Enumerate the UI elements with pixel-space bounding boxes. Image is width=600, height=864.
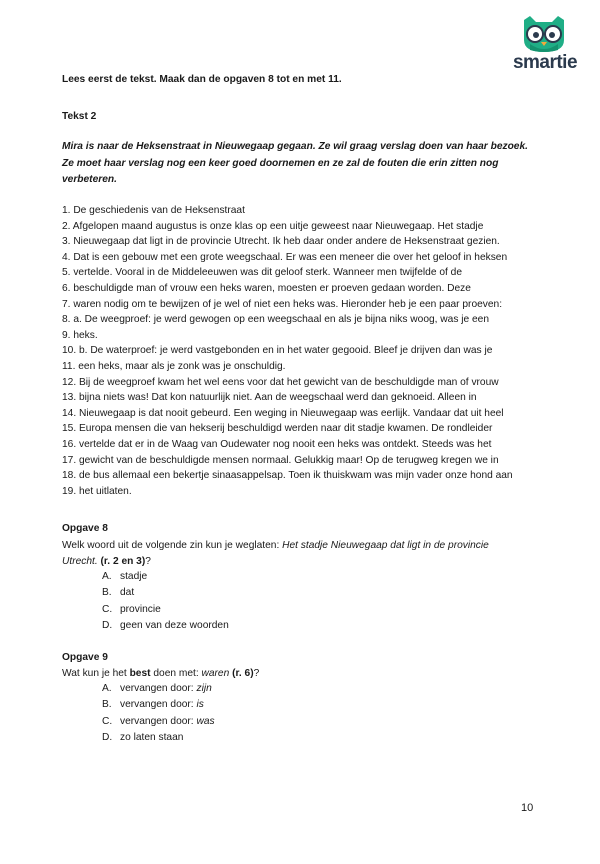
intro-line: verbeteren. bbox=[62, 174, 117, 185]
option-d[interactable] bbox=[102, 730, 215, 746]
owl-with-glasses-icon bbox=[516, 14, 572, 54]
prompt-text: Welk woord uit de volgende zin kun je weglaten: bbox=[62, 540, 283, 551]
option-text: provincie bbox=[120, 603, 161, 615]
option-text: vervangen door: bbox=[120, 715, 197, 727]
option-c[interactable] bbox=[102, 714, 215, 730]
option-word: was bbox=[196, 715, 215, 727]
option-text: dat bbox=[120, 587, 135, 599]
text-line: 9. heks. bbox=[62, 329, 98, 341]
option-a[interactable] bbox=[102, 569, 229, 585]
text-line: 3. Nieuwegaap dat ligt in de provincie Utrecht. Ik heb daar onder andere de Heksenstraat gezien. bbox=[62, 236, 500, 248]
text-line: 1. De geschiedenis van de Heksenstraat bbox=[62, 205, 245, 216]
option-text: geen van deze woorden bbox=[120, 620, 229, 632]
intro-paragraph bbox=[62, 139, 542, 189]
option-letter: C. bbox=[102, 715, 113, 727]
prompt-end: ? bbox=[145, 556, 151, 568]
text-line: 4. Dat is een gebouw met een grote weegschaal. Er was een meneer die over het geloof in heksen bbox=[62, 251, 508, 263]
text-line: 5. vertelde. Vooral in de Middeleeuwen was dit geloof sterk. Wanneer men twijfelde of de bbox=[62, 267, 462, 279]
option-letter: D. bbox=[102, 732, 113, 744]
intro-line: Mira is naar de Heksenstraat in Nieuwegaap gegaan. Ze wil graag verslag doen van haar bezoek. bbox=[62, 141, 528, 152]
prompt-bold: best bbox=[129, 668, 151, 679]
question-8-title: Opgave 8 bbox=[62, 523, 108, 534]
prompt-end: ? bbox=[253, 668, 260, 679]
text-title: Tekst 2 bbox=[62, 111, 97, 122]
option-word: is bbox=[196, 699, 204, 711]
option-c[interactable] bbox=[102, 602, 229, 618]
text-line: 10. b. De waterproef: je werd vastgebonden en in het water gegooid. Bleef je drijven dan was je bbox=[62, 345, 493, 357]
question-8-prompt bbox=[62, 538, 542, 570]
text-line: 18. de bus allemaal een bekertje sinaasappelsap. Toen ik thuiskwam was mijn vader onze hond aan bbox=[62, 470, 513, 482]
option-letter: A. bbox=[102, 571, 112, 582]
line-reference: (r. 6) bbox=[232, 668, 254, 679]
text-line: 15. Europa mensen die van hekserij beschuldigd werden naar dit stadje kwamen. De rondleider bbox=[62, 423, 493, 435]
option-letter: C. bbox=[102, 603, 113, 615]
option-d[interactable] bbox=[102, 618, 229, 634]
text-line: 19. het uitlaten. bbox=[62, 485, 132, 497]
prompt-quote: Het stadje Nieuwegaap dat ligt in de provincie bbox=[282, 540, 489, 551]
prompt-quote: Utrecht. bbox=[62, 556, 98, 568]
smartie-logo bbox=[508, 14, 580, 86]
option-text: vervangen door: bbox=[120, 699, 197, 711]
text-line: 13. bijna niets was! Dat kon natuurlijk niet. Aan de weegschaal werd dan geknoeid. Alleen in bbox=[62, 392, 477, 404]
option-word: zijn bbox=[196, 683, 212, 694]
text-line: 2. Afgelopen maand augustus is onze klas op een uitje geweest naar Nieuwegaap. Het stadje bbox=[62, 220, 484, 232]
page-number: 10 bbox=[521, 802, 534, 814]
question-9-prompt bbox=[62, 666, 542, 682]
option-text: zo laten staan bbox=[120, 732, 184, 744]
option-a[interactable] bbox=[102, 681, 215, 697]
option-letter: B. bbox=[102, 587, 112, 599]
prompt-word: waren bbox=[201, 668, 230, 679]
text-line: 14. Nieuwegaap is dat nooit gebeurd. Een weging in Nieuwegaap was eerlijk. Vandaar dat uit heel bbox=[62, 407, 504, 419]
question-9-options bbox=[102, 681, 215, 747]
numbered-text bbox=[62, 203, 513, 499]
text-line: 16. vertelde dat er in de Waag van Oudewater nog nooit een heks was ontdekt. Steeds was het bbox=[62, 438, 492, 450]
logo-wordmark: smartie bbox=[512, 52, 578, 73]
question-9-title: Opgave 9 bbox=[62, 652, 108, 663]
text-line: 12. Bij de weegproef kwam het wel eens voor dat het gewicht van de beschuldigde man of vrouw bbox=[62, 376, 499, 388]
line-reference: (r. 2 en 3) bbox=[100, 556, 146, 568]
prompt-text: Wat kun je het bbox=[62, 668, 130, 679]
option-letter: A. bbox=[102, 683, 112, 694]
option-text: vervangen door: bbox=[120, 683, 197, 694]
text-line: 11. een heks, maar als je zonk was je onschuldig. bbox=[62, 360, 286, 372]
option-text: stadje bbox=[120, 571, 148, 582]
text-line: 7. waren nodig om te bewijzen of je wel of niet een heks was. Hieronder heb je een paar proeven: bbox=[62, 298, 503, 310]
option-letter: D. bbox=[102, 620, 113, 632]
question-8-options bbox=[102, 569, 229, 635]
text-line: 17. gewicht van de beschuldigde mensen normaal. Gelukkig maar! Op de terugweg kregen we in bbox=[62, 454, 499, 466]
intro-line: Ze moet haar verslag nog een keer goed doornemen en ze zal de fouten die erin zitten nog bbox=[62, 157, 499, 169]
option-b[interactable] bbox=[102, 697, 215, 713]
prompt-text: doen met: bbox=[150, 668, 202, 679]
instruction: Lees eerst de tekst. Maak dan de opgaven 8 tot en met 11. bbox=[62, 74, 342, 85]
option-letter: B. bbox=[102, 699, 112, 711]
text-line: 8. a. De weegproef: je werd gewogen op een weegschaal en als je bijna niks woog, was je een bbox=[62, 314, 490, 326]
option-b[interactable] bbox=[102, 585, 229, 601]
text-line: 6. beschuldigde man of vrouw een heks waren, moesten er proeven gedaan worden. Deze bbox=[62, 282, 471, 294]
